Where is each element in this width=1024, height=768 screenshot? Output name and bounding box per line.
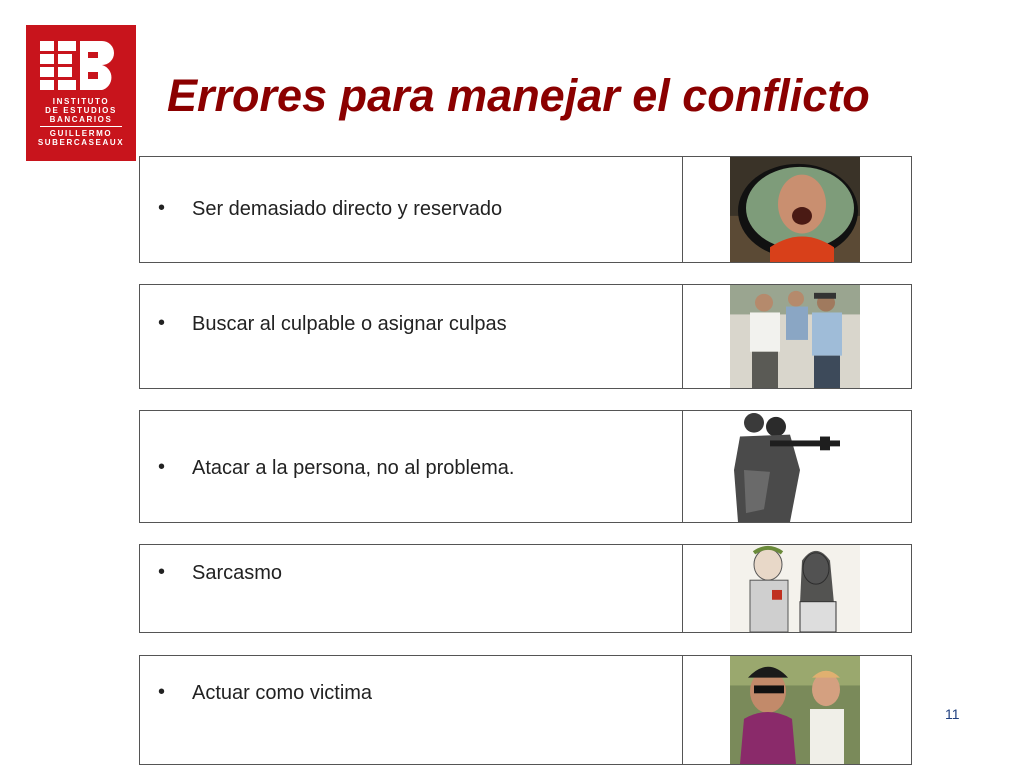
- row-text-cell: [140, 157, 683, 262]
- table-row: [139, 410, 912, 523]
- bullet: •: [158, 456, 166, 478]
- logo-line-4: GUILLERMO: [49, 129, 113, 138]
- table-row: [139, 544, 912, 633]
- logo-line-3: BANCARIOS: [49, 115, 113, 124]
- row-text: Actuar como victima: [192, 682, 373, 704]
- bullet: •: [158, 681, 166, 703]
- institute-logo: [26, 25, 136, 161]
- row-text-cell: [140, 545, 683, 632]
- police-arrest-image: [730, 285, 860, 388]
- ieb-monogram-icon: [26, 25, 136, 97]
- logo-line-2: DE ESTUDIOS: [45, 106, 117, 115]
- row-text: Ser demasiado directo y reservado: [192, 198, 503, 220]
- page-number: 11: [945, 706, 960, 722]
- row-text: Sarcasmo: [192, 562, 283, 584]
- bullet: •: [158, 197, 166, 219]
- armed-soldiers-image: [730, 411, 860, 522]
- bullet: •: [158, 312, 166, 334]
- row-text: Buscar al culpable o asignar culpas: [192, 313, 507, 335]
- logo-line-5: SUBERCASEAUX: [37, 138, 125, 147]
- row-text-cell: [140, 285, 683, 388]
- logo-divider: [40, 126, 122, 127]
- table-row: [139, 156, 912, 263]
- angry-man-in-mirror-image: [730, 157, 860, 262]
- sketch-drawing-image: [730, 545, 860, 632]
- table-row: [139, 655, 912, 765]
- row-text: Atacar a la persona, no al problema.: [192, 457, 515, 479]
- bullet: •: [158, 561, 166, 583]
- row-text-cell: [140, 656, 683, 764]
- row-text-cell: [140, 411, 683, 522]
- table-row: [139, 284, 912, 389]
- crying-woman-image: [730, 656, 860, 764]
- logo-line-1: INSTITUTO: [52, 97, 110, 106]
- slide-title: Errores para manejar el conflicto: [167, 70, 870, 121]
